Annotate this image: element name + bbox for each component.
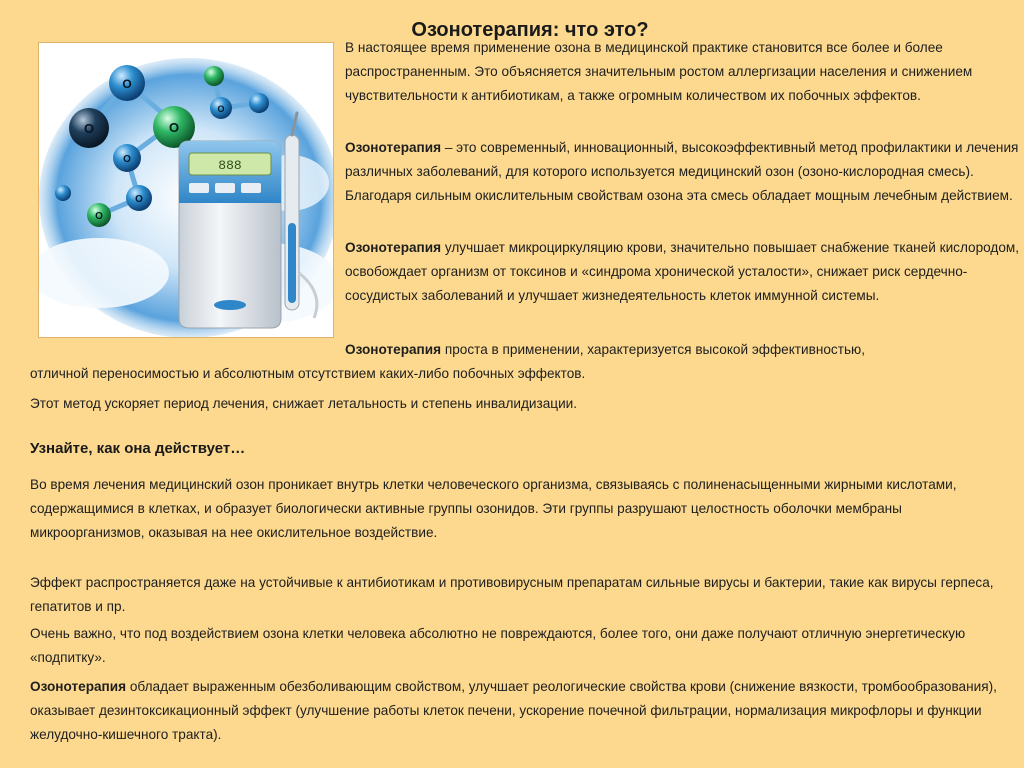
ozone-generator-device [179,113,317,328]
section-title: Узнайте, как она действует… [30,440,246,457]
intro-text: проста в применении, характеризуется высокой эффективностью, [441,342,865,357]
intro-paragraph [30,392,1020,416]
intro-paragraph [345,136,1020,208]
intro-text: В настоящее время применение озона в медицинской практике становится все более и более распространенным. Это объясняется значительным ростом аллергизации населения и снижением чувствительности к антибиотикам, а также огромным количеством их побочных эффектов. [345,40,973,103]
atom-label: O [135,194,143,205]
intro-paragraph [30,362,1020,386]
ozone-device-image [39,43,333,337]
atom-label: O [83,121,95,136]
intro-paragraph [345,236,1020,308]
term-ozonotherapy: Озонотерапия [30,679,127,694]
section-text: обладает выраженным обезболивающим свойством, улучшает реологические свойства крови (снижение вязкости, тромбообразования), оказывает дезинтоксикационный эффект (улучшение работы клеток печени, ускорение почечной фильтрации, нормализация микрофлоры и функции желудочно-кишечного тракта). [30,679,997,742]
atom-label: O [122,77,132,91]
intro-paragraph [345,36,1020,108]
device-display: 888 [218,158,242,173]
term-ozonotherapy: Озонотерапия [345,342,442,357]
section-paragraph [30,571,1020,619]
term-ozonotherapy: Озонотерапия [345,140,442,155]
section-paragraph [30,622,1024,670]
page-title: Озонотерапия: что это? [411,19,649,42]
intro-paragraph [345,338,1020,362]
intro-text: отличной переносимостью и абсолютным отсутствием каких-либо побочных эффектов. [30,366,586,381]
section-paragraph [30,473,1020,545]
term-ozonotherapy: Озонотерапия [345,240,442,255]
ozone-device-illustration [38,42,334,338]
intro-text: – это современный, инновационный, высокоэффективный метод профилактики и лечения различных заболеваний, для которого используется медицинский озон (озоно-кислородная смесь). Благодаря сильным окислительным свойствам озона эта смесь обладает мощным лечебным действием. [345,140,1019,203]
section-text: Эффект распространяется даже на устойчивые к антибиотикам и противовирусным препаратам сильные вирусы и бактерии, такие как вирусы герпеса, гепатитов и пр. [30,575,994,614]
section-text: Очень важно, что под воздействием озона клетки человека абсолютно не повреждаются, более того, они даже получают отличную энергетическую «подпитку». [30,626,966,665]
atom-label: O [123,154,131,165]
section-paragraph [30,675,1020,747]
atom-label: O [168,120,180,135]
intro-text: улучшает микроциркуляцию крови, значительно повышает снабжение тканей кислородом, освобождает организм от токсинов и «синдрома хронической усталости», снижает риск сердечно-сосудистых заболеваний и улучшает жизнедеятельность клеток иммунной системы. [345,240,1020,303]
atom-label: O [217,104,225,114]
section-text: Во время лечения медицинский озон проникает внутрь клетки человеческого организма, связываясь с полиненасыщенными жирными кислотами, содержащимися в клетках, и образует биологически активные группы озонидов. Эти группы разрушают целостность оболочки мембраны микроорганизмов, оказывая на нее окислительное воздействие. [30,477,957,540]
atom-label: O [95,211,103,222]
intro-text: Этот метод ускоряет период лечения, снижает летальность и степень инвалидизации. [30,396,578,411]
